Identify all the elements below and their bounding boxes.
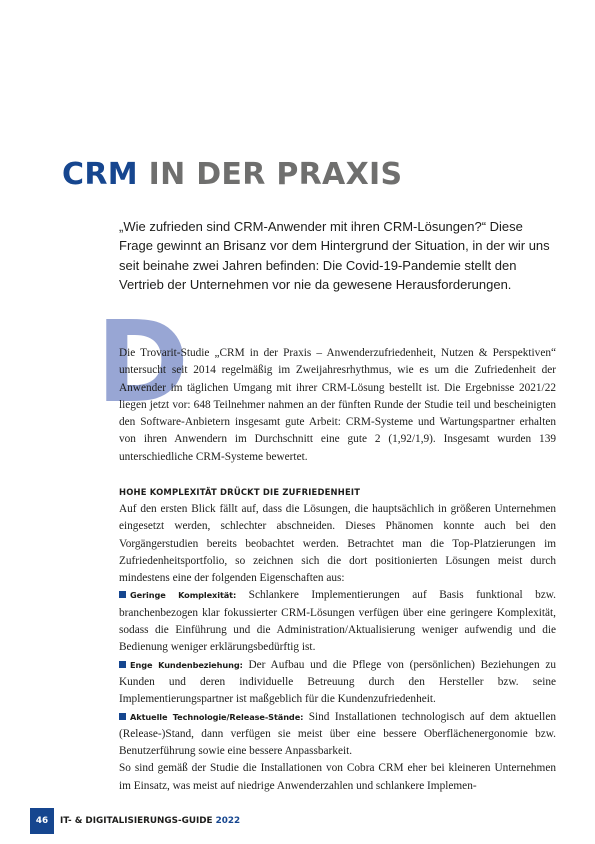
guide-year: 2022 bbox=[215, 816, 241, 826]
closing-paragraph: So sind gemäß der Studie die Installationen von Cobra CRM eher bei kleineren Unternehmen im Einsatz, was meist auf niedrige Anwenderzahlen und schlankere Implemen- bbox=[119, 762, 556, 792]
bullet-text: Der Aufbau und die Pflege von (persönlichen) Beziehungen zu Kunden und deren individuelle Betreuung durch den Hersteller bzw. seine Implementierungspartner ist maßgeblich für die Kundenzufriedenheit. bbox=[119, 658, 556, 706]
guide-name: IT- & DIGITALISIERUNGS-GUIDE bbox=[60, 816, 216, 826]
bullet-item bbox=[119, 587, 556, 656]
intro-paragraph: „Wie zufrieden sind CRM-Anwender mit ihren CRM-Lösungen?“ Diese Frage gewinnt an Brisanz vor dem Hintergrund der Situation, in der wir uns seit beinahe zwei Jahren befinden: Die Covid-19-Pandemie stellt den Vertrieb der Unternehmen vor nie da gewesene Herausforderungen. bbox=[119, 219, 550, 292]
bullet-item bbox=[119, 657, 556, 709]
section-complexity bbox=[119, 484, 556, 795]
title-accent: CRM bbox=[62, 157, 138, 192]
bullet-label: Enge Kundenbeziehung: bbox=[130, 659, 243, 670]
bullet-label: Geringe Komplexität: bbox=[130, 590, 237, 601]
section-heading: HOHE KOMPLEXITÄT DRÜCKT DIE ZUFRIEDENHEIT bbox=[119, 487, 361, 497]
paragraph-text: Die Trovarit-Studie „CRM in der Praxis – Anwenderzufriedenheit, Nutzen & Perspektiven“ untersucht seit 2014 regelmäßig im Zweijahresrhythmus, wie es um die Zufriedenheit der Anwender im täglichen Umgang mit ihrer CRM-Lösung bestellt ist. Die Ergebnisse 2021/22 liegen jetzt vor: 648 Teilnehmer nahmen an der fünften Runde der Studie teil und bescheinigten den Software-Anbietern insgesamt gute Arbeit: CRM-Systeme und Wartungspartner erhalten von ihren Anwendern im Durchschnitt eine gute 2 (1,92/1,9). Insgesamt wurden 139 unterschiedliche CRM-Systeme bewertet. bbox=[119, 347, 556, 463]
body-paragraph-1 bbox=[119, 345, 556, 466]
page-title bbox=[62, 157, 402, 193]
page-number: 46 bbox=[30, 808, 54, 834]
bullet-text: Schlankere Implementierungen auf Basis funktional bzw. branchenbezogen klar fokussierter CRM-Lösungen verfügen über eine geringere Komplexität, sodass die Einführung und die Administration/Aktualisierung weniger aufwendig und die Bedienung weniger erklärungsbedürftig ist. bbox=[119, 589, 556, 654]
bullet-text: Sind Installationen technologisch auf dem aktuellen (Release-)Stand, dann verfügen sie meist über eine bessere Oberflächenergonomie bzw. Benutzerführung sowie eine bessere Anpassbarkeit. bbox=[119, 710, 556, 758]
bullet-square-icon bbox=[119, 661, 126, 668]
bullet-label: Aktuelle Technologie/Release-Stände: bbox=[130, 711, 304, 722]
page-footer bbox=[30, 808, 450, 834]
section-paragraph: Auf den ersten Blick fällt auf, dass die Lösungen, die hauptsächlich in größeren Unternehmen eingesetzt werden, schlechter abschneiden. Dieses Phänomen konnte auch bei den Vorgängerstudien bereits beobachtet werden. Betrachtet man die Top-Platzierungen im Zufriedenheitsportfolio, so zeichnen sich die dort positionierten Lösungen meist durch mindestens eine der folgenden Eigenschaften aus: bbox=[119, 503, 556, 585]
bullet-item bbox=[119, 709, 556, 761]
title-rest: IN DER PRAXIS bbox=[137, 157, 403, 192]
guide-title bbox=[60, 808, 240, 834]
drop-cap: D bbox=[96, 298, 189, 428]
bullet-square-icon bbox=[119, 713, 126, 720]
bullet-square-icon bbox=[119, 591, 126, 598]
